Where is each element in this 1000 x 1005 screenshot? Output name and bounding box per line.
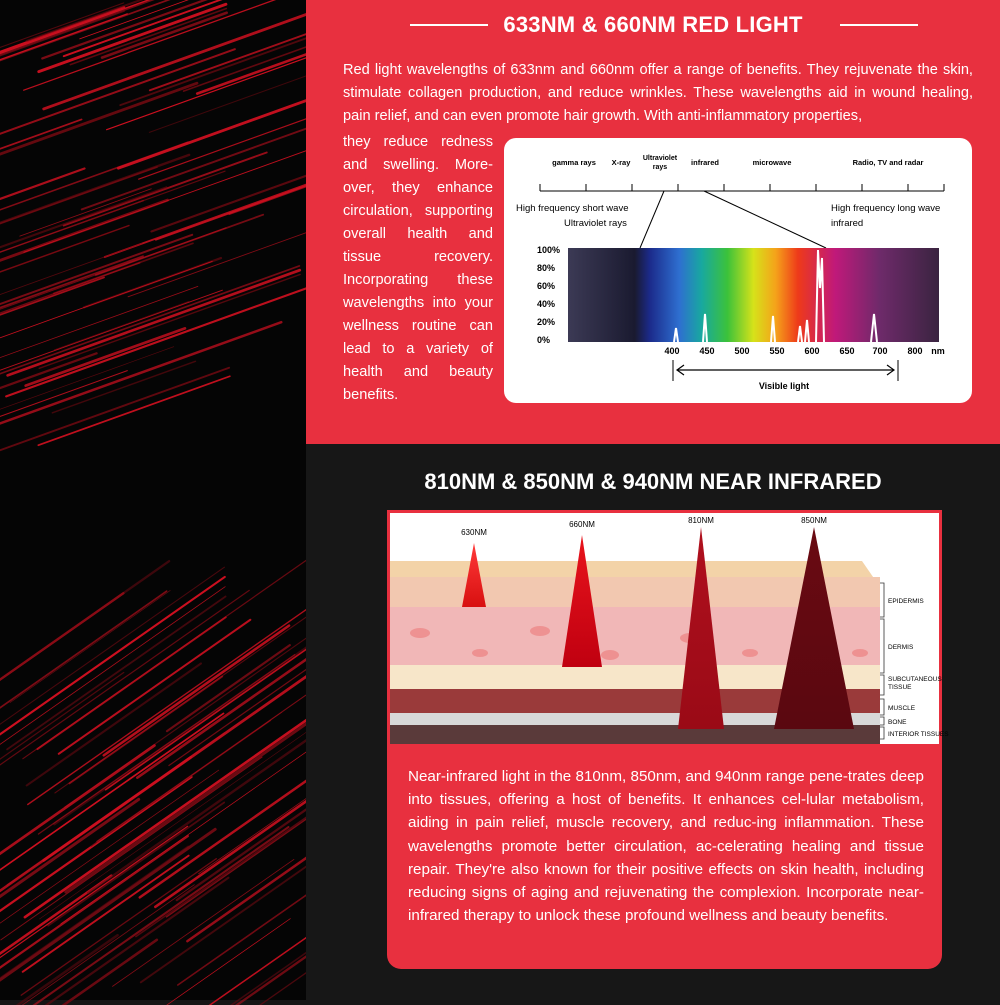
red-streak: [38, 376, 229, 445]
layer-label: SUBCUTANEOUS: [888, 676, 942, 683]
layer-label: INTERIOR TISSUES: [888, 731, 949, 738]
layer-label: EPIDERMIS: [888, 598, 924, 605]
red-streak: [80, 0, 279, 39]
x-tick-label: 700: [872, 346, 888, 356]
visible-light-label: Visible light: [758, 381, 810, 391]
ultraviolet-note: Ultraviolet rays: [564, 218, 627, 229]
red-streak: [145, 919, 291, 1005]
red-streaks-graphic: [0, 0, 306, 1000]
band-label: X-ray: [611, 158, 631, 167]
x-tick-label: 550: [769, 346, 785, 356]
beam-label: 630NM: [461, 528, 487, 537]
layer-label: MUSCLE: [888, 705, 916, 712]
x-tick-label: 650: [839, 346, 855, 356]
band-label-ultraviolet: Ultraviolet rays: [642, 155, 678, 171]
red-streak: [0, 83, 197, 154]
red-streak: [37, 617, 225, 749]
x-tick-label: 400: [664, 346, 680, 356]
x-tick-label: 450: [699, 346, 715, 356]
y-tick-label: 80%: [537, 263, 556, 273]
band-label: Radio, TV and radar: [852, 158, 924, 167]
visible-spectrum-bar: [568, 248, 939, 342]
red-light-title: 633NM & 660NM RED LIGHT: [503, 12, 803, 37]
y-tick-label: 60%: [537, 281, 556, 291]
short-wave-note: High frequency short wave: [516, 203, 629, 214]
x-tick-label: 800: [907, 346, 923, 356]
near-infrared-paragraph: Near-infrared light in the 810nm, 850nm, and 940nm range pene-trates deep into tissues, offering a host of benefits. It enhances cel-lular metabolism, aiding in pain relief, muscle recovery, and reduc-ing inflammation. These wavelengths promote better circulation, ac-celerating healing and tissue repair. They're also known for their positive effects on skin health, including reducing signs of aging and rejuvenating the complexion. Incorporate near-infrared therapy to unlock these profound wellness and beauty benefits.: [408, 768, 924, 925]
y-tick-label: 20%: [537, 317, 556, 327]
red-streak: [167, 645, 290, 731]
red-streak: [0, 829, 215, 1005]
red-streak: [0, 593, 123, 753]
red-streak: [96, 215, 263, 275]
red-streak: [0, 561, 169, 739]
layer-label: TISSUE: [888, 684, 912, 691]
red-streak: [10, 590, 170, 702]
layer-label: BONE: [888, 719, 907, 726]
red-streak: [0, 591, 167, 708]
red-streak: [48, 802, 224, 925]
near-infrared-title: 810NM & 850NM & 940NM NEAR INFRARED: [424, 469, 882, 494]
x-unit-label: nm: [931, 346, 945, 356]
spectrum-diagram: [504, 138, 972, 403]
red-light-side-paragraph: they reduce redness and swelling. More-over, they enhance circulation, supporting overall health and tissue recovery. Incorporating these wavelengths into your wellness routine can lead to a variety of health and beauty benefits.: [343, 134, 493, 403]
skin-penetration-diagram: [387, 510, 949, 748]
y-tick-label: 0%: [537, 335, 551, 345]
decorative-streak-panel: [0, 0, 306, 1000]
red-streak: [24, 140, 336, 252]
red-streak: [54, 301, 189, 349]
red-light-paragraph: Red light wavelengths of 633nm and 660nm offer a range of benefits. They rejuvenate the skin, stimulate collagen production, and reduce wrinkles. These wavelengths aid in wound healing, pain relief, and can even promote hair growth. With anti-inflammatory properties,: [343, 62, 973, 124]
title-rule-right: [840, 24, 918, 26]
y-tick-label: 40%: [537, 299, 556, 309]
layer-brackets: [880, 583, 884, 739]
red-streak: [26, 328, 185, 385]
red-streak: [0, 353, 97, 417]
band-label: gamma rays: [552, 158, 596, 167]
y-tick-label: 100%: [537, 245, 561, 255]
band-label: microwave: [752, 158, 792, 167]
red-streak: [0, 200, 168, 282]
red-streak: [39, 274, 300, 368]
red-streak: [0, 277, 104, 346]
band-label: infrared: [691, 158, 719, 167]
red-streak: [107, 55, 314, 129]
connector-line: [640, 191, 664, 248]
red-streak: [0, 673, 124, 783]
beam-label: 850NM: [801, 516, 827, 525]
red-streak: [71, 171, 225, 227]
red-streak: [184, 942, 322, 1005]
x-tick-label: 600: [804, 346, 820, 356]
beam-label: 810NM: [688, 516, 714, 525]
red-streak: [151, 168, 326, 231]
red-streak: [59, 620, 251, 754]
beam-label: 660NM: [569, 520, 595, 529]
red-streak: [0, 263, 140, 320]
connector-line: [704, 191, 826, 248]
red-streak: [21, 859, 216, 996]
infrared-note: infrared: [831, 218, 864, 229]
red-streak: [0, 168, 85, 218]
x-tick-label: 500: [734, 346, 750, 356]
near-infrared-text-card: [387, 744, 942, 969]
near-infrared-section: [306, 444, 1000, 1000]
long-wave-note: High frequency long wave: [831, 203, 941, 214]
red-streak: [1, 757, 262, 940]
layer-label: DERMIS: [888, 644, 914, 651]
red-streak: [0, 119, 82, 164]
red-streak: [6, 281, 327, 397]
red-light-section: [306, 0, 1000, 444]
red-streak: [0, 228, 226, 340]
